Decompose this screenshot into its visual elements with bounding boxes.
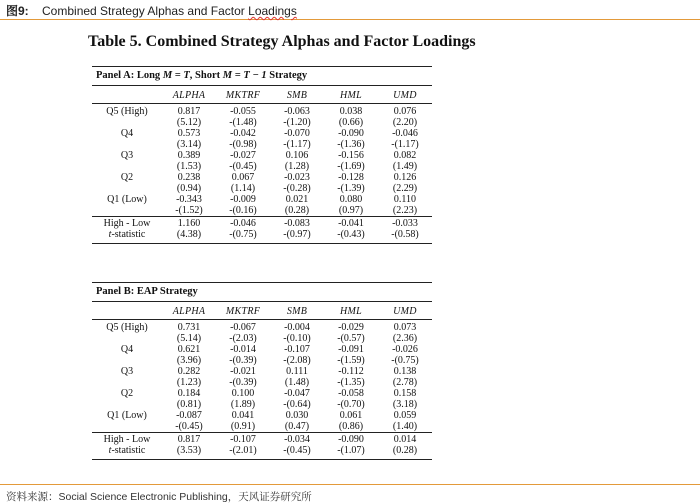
table-cell: -(2.08) bbox=[283, 354, 311, 366]
table-cell: -0.090 bbox=[338, 434, 364, 445]
table-cell: -0.023 bbox=[284, 171, 310, 183]
table-cell: 0.126 bbox=[393, 171, 417, 183]
table-cell: 0.059 bbox=[393, 409, 417, 421]
table-cell: -(1.17) bbox=[283, 138, 311, 150]
table-cell: -(0.75) bbox=[229, 229, 257, 240]
table-cell: 0.067 bbox=[231, 171, 255, 183]
row-label: Q2 bbox=[120, 387, 134, 399]
row-label bbox=[92, 139, 162, 150]
table-cell: -(0.64) bbox=[283, 398, 311, 410]
table-cell: (1.23) bbox=[176, 376, 202, 388]
table-cell: (3.18) bbox=[392, 398, 418, 410]
table-cell: -(1.48) bbox=[229, 116, 257, 128]
column-header-mktrf: MKTRF bbox=[225, 90, 261, 102]
table-cell: -(0.43) bbox=[337, 229, 365, 240]
table-cell: (1.53) bbox=[176, 160, 202, 172]
table-row bbox=[92, 445, 432, 456]
table-cell: -0.046 bbox=[392, 127, 418, 139]
table-cell: -0.009 bbox=[230, 193, 256, 205]
row-label bbox=[92, 161, 162, 172]
row-label bbox=[92, 205, 162, 217]
table-cell: 0.158 bbox=[393, 387, 417, 399]
panel-b-header bbox=[92, 302, 432, 320]
table-cell: -0.087 bbox=[176, 409, 202, 421]
table-cell: (1.48) bbox=[284, 376, 310, 388]
table-cell: 0.282 bbox=[177, 365, 201, 377]
table-cell: 0.184 bbox=[177, 387, 201, 399]
row-label bbox=[92, 377, 162, 388]
table-cell: -0.004 bbox=[284, 321, 310, 333]
table-cell: (0.81) bbox=[176, 398, 202, 410]
panel-b-bottom-rule bbox=[92, 459, 432, 460]
row-label: Q3 bbox=[120, 149, 134, 161]
figure-title bbox=[42, 4, 297, 18]
column-header-umd: UMD bbox=[393, 306, 417, 318]
table-cell: 0.106 bbox=[285, 149, 309, 161]
table-row bbox=[92, 229, 432, 240]
panel-a bbox=[92, 66, 432, 244]
table-cell: (5.14) bbox=[176, 332, 202, 344]
table-cell: -(0.10) bbox=[283, 332, 311, 344]
column-header-hml: HML bbox=[339, 90, 362, 102]
table-cell: 0.138 bbox=[393, 365, 417, 377]
table-row bbox=[92, 322, 432, 333]
table-cell: -0.090 bbox=[338, 127, 364, 139]
panel-a-table bbox=[92, 85, 432, 240]
table-cell: (0.91) bbox=[230, 420, 256, 432]
table-row bbox=[92, 355, 432, 366]
panel-a-bottom-rule bbox=[92, 243, 432, 244]
table-cell: -0.034 bbox=[284, 434, 310, 445]
table-cell: (1.28) bbox=[284, 160, 310, 172]
table-cell: (0.47) bbox=[284, 420, 310, 432]
table-cell: 0.110 bbox=[393, 193, 417, 205]
table-cell: -(1.17) bbox=[391, 138, 419, 150]
column-header-hml: HML bbox=[339, 306, 362, 318]
panel-b-body bbox=[92, 320, 432, 433]
table-cell: -0.107 bbox=[230, 434, 256, 445]
table-cell: -(0.28) bbox=[283, 182, 311, 194]
table-cell: 0.021 bbox=[285, 193, 309, 205]
table-cell: -(1.69) bbox=[337, 160, 365, 172]
column-header-alpha: ALPHA bbox=[172, 306, 206, 318]
table-cell: (2.36) bbox=[392, 332, 418, 344]
panel-b-column-headers bbox=[92, 305, 432, 320]
table-cell: 0.238 bbox=[177, 171, 201, 183]
panel-a-column-headers bbox=[92, 89, 432, 104]
row-label: Q4 bbox=[120, 127, 134, 139]
table-cell: (0.86) bbox=[338, 420, 364, 432]
panel-a-header bbox=[92, 86, 432, 104]
table-cell: -(0.16) bbox=[229, 204, 257, 216]
table-cell: (1.14) bbox=[230, 182, 256, 194]
table-row bbox=[92, 344, 432, 355]
table-cell: (3.14) bbox=[176, 138, 202, 150]
table-row bbox=[92, 139, 432, 150]
row-label bbox=[92, 399, 162, 410]
table-cell: -0.156 bbox=[338, 149, 364, 161]
table-cell: (3.53) bbox=[176, 445, 202, 456]
table-cell: (0.94) bbox=[176, 182, 202, 194]
table-cell: 0.817 bbox=[177, 105, 201, 117]
table-row bbox=[92, 172, 432, 183]
table-cell: -0.107 bbox=[284, 343, 310, 355]
column-header-mktrf: MKTRF bbox=[225, 306, 261, 318]
table-cell: -(0.45) bbox=[175, 420, 203, 432]
table-cell: (2.20) bbox=[392, 116, 418, 128]
table-cell: -0.343 bbox=[176, 193, 202, 205]
table-cell: -(0.75) bbox=[391, 354, 419, 366]
row-label: Q5 (High) bbox=[106, 105, 148, 117]
table-cell: -0.058 bbox=[338, 387, 364, 399]
row-label: Q1 (Low) bbox=[107, 193, 147, 205]
table-row bbox=[92, 410, 432, 421]
corner-cell bbox=[92, 305, 162, 320]
table-cell: -0.029 bbox=[338, 321, 364, 333]
table-cell: -0.128 bbox=[338, 171, 364, 183]
table-row bbox=[92, 205, 432, 217]
row-label bbox=[92, 117, 162, 128]
row-label bbox=[92, 333, 162, 344]
table-cell: -(0.58) bbox=[391, 229, 419, 240]
row-label: High - Low bbox=[103, 434, 151, 445]
table-cell: 0.082 bbox=[393, 149, 417, 161]
table-cell: -(2.03) bbox=[229, 332, 257, 344]
table-cell: (2.23) bbox=[392, 204, 418, 216]
table-row bbox=[92, 434, 432, 445]
row-label: Q3 bbox=[120, 365, 134, 377]
row-label: Q4 bbox=[120, 343, 134, 355]
table-cell: -0.055 bbox=[230, 105, 256, 117]
panel-a-summary bbox=[92, 216, 432, 240]
row-label bbox=[92, 183, 162, 194]
table-cell: -(1.39) bbox=[337, 182, 365, 194]
table-cell: 0.817 bbox=[177, 434, 201, 445]
column-header-umd: UMD bbox=[393, 90, 417, 102]
row-label: High - Low bbox=[103, 218, 151, 229]
panel-b bbox=[92, 282, 432, 460]
table-row bbox=[92, 150, 432, 161]
table-cell: -0.027 bbox=[230, 149, 256, 161]
column-header-smb: SMB bbox=[286, 90, 308, 102]
table-cell: 0.080 bbox=[339, 193, 363, 205]
table-cell: 0.061 bbox=[339, 409, 363, 421]
corner-cell bbox=[92, 89, 162, 104]
column-header-alpha: ALPHA bbox=[172, 90, 206, 102]
table-cell: -(1.36) bbox=[337, 138, 365, 150]
table-cell: 0.389 bbox=[177, 149, 201, 161]
table-cell: 0.014 bbox=[393, 434, 417, 445]
table-row bbox=[92, 106, 432, 117]
table-cell: (5.12) bbox=[176, 116, 202, 128]
table-cell: 0.621 bbox=[177, 343, 201, 355]
table-cell: (0.28) bbox=[284, 204, 310, 216]
table-cell: -0.070 bbox=[284, 127, 310, 139]
table-cell: -(2.01) bbox=[229, 445, 257, 456]
table-cell: 0.030 bbox=[285, 409, 309, 421]
row-label: Q1 (Low) bbox=[107, 409, 147, 421]
table-cell: 0.111 bbox=[286, 365, 308, 377]
table-cell: -0.021 bbox=[230, 365, 256, 377]
table-cell: (2.78) bbox=[392, 376, 418, 388]
table-cell: -0.063 bbox=[284, 105, 310, 117]
row-label: Q2 bbox=[120, 171, 134, 183]
figure-label: 图9: bbox=[6, 4, 29, 18]
table-row bbox=[92, 366, 432, 377]
table-cell: -(0.45) bbox=[283, 445, 311, 456]
figure-title-text: Combined Strategy Alphas and Factor bbox=[42, 4, 249, 18]
table-cell: -0.047 bbox=[284, 387, 310, 399]
table-cell: -0.083 bbox=[284, 218, 310, 229]
table-cell: (1.89) bbox=[230, 398, 256, 410]
panel-a-body bbox=[92, 104, 432, 217]
panel-b-summary bbox=[92, 432, 432, 456]
table-cell: (0.28) bbox=[392, 445, 418, 456]
table-cell: -0.091 bbox=[338, 343, 364, 355]
table-cell: -0.046 bbox=[230, 218, 256, 229]
table-cell: (1.49) bbox=[392, 160, 418, 172]
table-cell: -0.067 bbox=[230, 321, 256, 333]
source-note: 资料来源：Social Science Electronic Publishing，天风证券研究所 bbox=[0, 484, 700, 504]
table-cell: -(0.45) bbox=[229, 160, 257, 172]
row-label bbox=[92, 355, 162, 366]
table-cell: -0.042 bbox=[230, 127, 256, 139]
table-row bbox=[92, 333, 432, 344]
table-title: Table 5. Combined Strategy Alphas and Factor Loadings bbox=[88, 33, 476, 50]
table-row bbox=[92, 399, 432, 410]
table-cell: 0.100 bbox=[231, 387, 255, 399]
table-row bbox=[92, 183, 432, 194]
column-header-smb: SMB bbox=[286, 306, 308, 318]
row-label: t-statistic bbox=[108, 229, 146, 240]
table-cell: -0.033 bbox=[392, 218, 418, 229]
table-cell: (3.96) bbox=[176, 354, 202, 366]
table-row bbox=[92, 421, 432, 433]
table-cell: -(1.59) bbox=[337, 354, 365, 366]
table-row bbox=[92, 377, 432, 388]
table-cell: -(0.70) bbox=[337, 398, 365, 410]
table-row bbox=[92, 117, 432, 128]
table-row bbox=[92, 388, 432, 399]
panel-b-table bbox=[92, 301, 432, 456]
table-cell: -(0.39) bbox=[229, 376, 257, 388]
table-cell: (0.66) bbox=[338, 116, 364, 128]
table-cell: -(1.35) bbox=[337, 376, 365, 388]
figure-caption bbox=[0, 0, 700, 20]
table-cell: 0.073 bbox=[393, 321, 417, 333]
table-cell: -0.112 bbox=[338, 365, 364, 377]
table-cell: 0.076 bbox=[393, 105, 417, 117]
table-cell: -(1.52) bbox=[175, 204, 203, 216]
table-cell: -(0.98) bbox=[229, 138, 257, 150]
table-row bbox=[92, 218, 432, 229]
table-cell: 0.038 bbox=[339, 105, 363, 117]
table-cell: -(1.07) bbox=[337, 445, 365, 456]
table-cell: -0.041 bbox=[338, 218, 364, 229]
table-cell: 0.041 bbox=[231, 409, 255, 421]
table-cell: (0.97) bbox=[338, 204, 364, 216]
table-cell: (2.29) bbox=[392, 182, 418, 194]
table-cell: -(1.20) bbox=[283, 116, 311, 128]
table-cell: 0.731 bbox=[177, 321, 201, 333]
figure-title-underlined: Loadings bbox=[248, 4, 297, 18]
table-cell: -(0.39) bbox=[229, 354, 257, 366]
table-row bbox=[92, 194, 432, 205]
row-label: Q5 (High) bbox=[106, 321, 148, 333]
table-cell: 1.160 bbox=[177, 218, 201, 229]
table-cell: -(0.57) bbox=[337, 332, 365, 344]
row-label bbox=[92, 421, 162, 433]
table-cell: (4.38) bbox=[176, 229, 202, 240]
table-cell: -(0.97) bbox=[283, 229, 311, 240]
row-label: t-statistic bbox=[108, 445, 146, 456]
table-cell: -0.026 bbox=[392, 343, 418, 355]
panel-a-title: Panel A: Long M = T, Short M = T − 1 Strategy bbox=[96, 70, 308, 81]
table-cell: -0.014 bbox=[230, 343, 256, 355]
table-row bbox=[92, 128, 432, 139]
table-row bbox=[92, 161, 432, 172]
panel-b-title: Panel B: EAP Strategy bbox=[96, 286, 198, 297]
table-cell: (1.40) bbox=[392, 420, 418, 432]
table-cell: 0.573 bbox=[177, 127, 201, 139]
